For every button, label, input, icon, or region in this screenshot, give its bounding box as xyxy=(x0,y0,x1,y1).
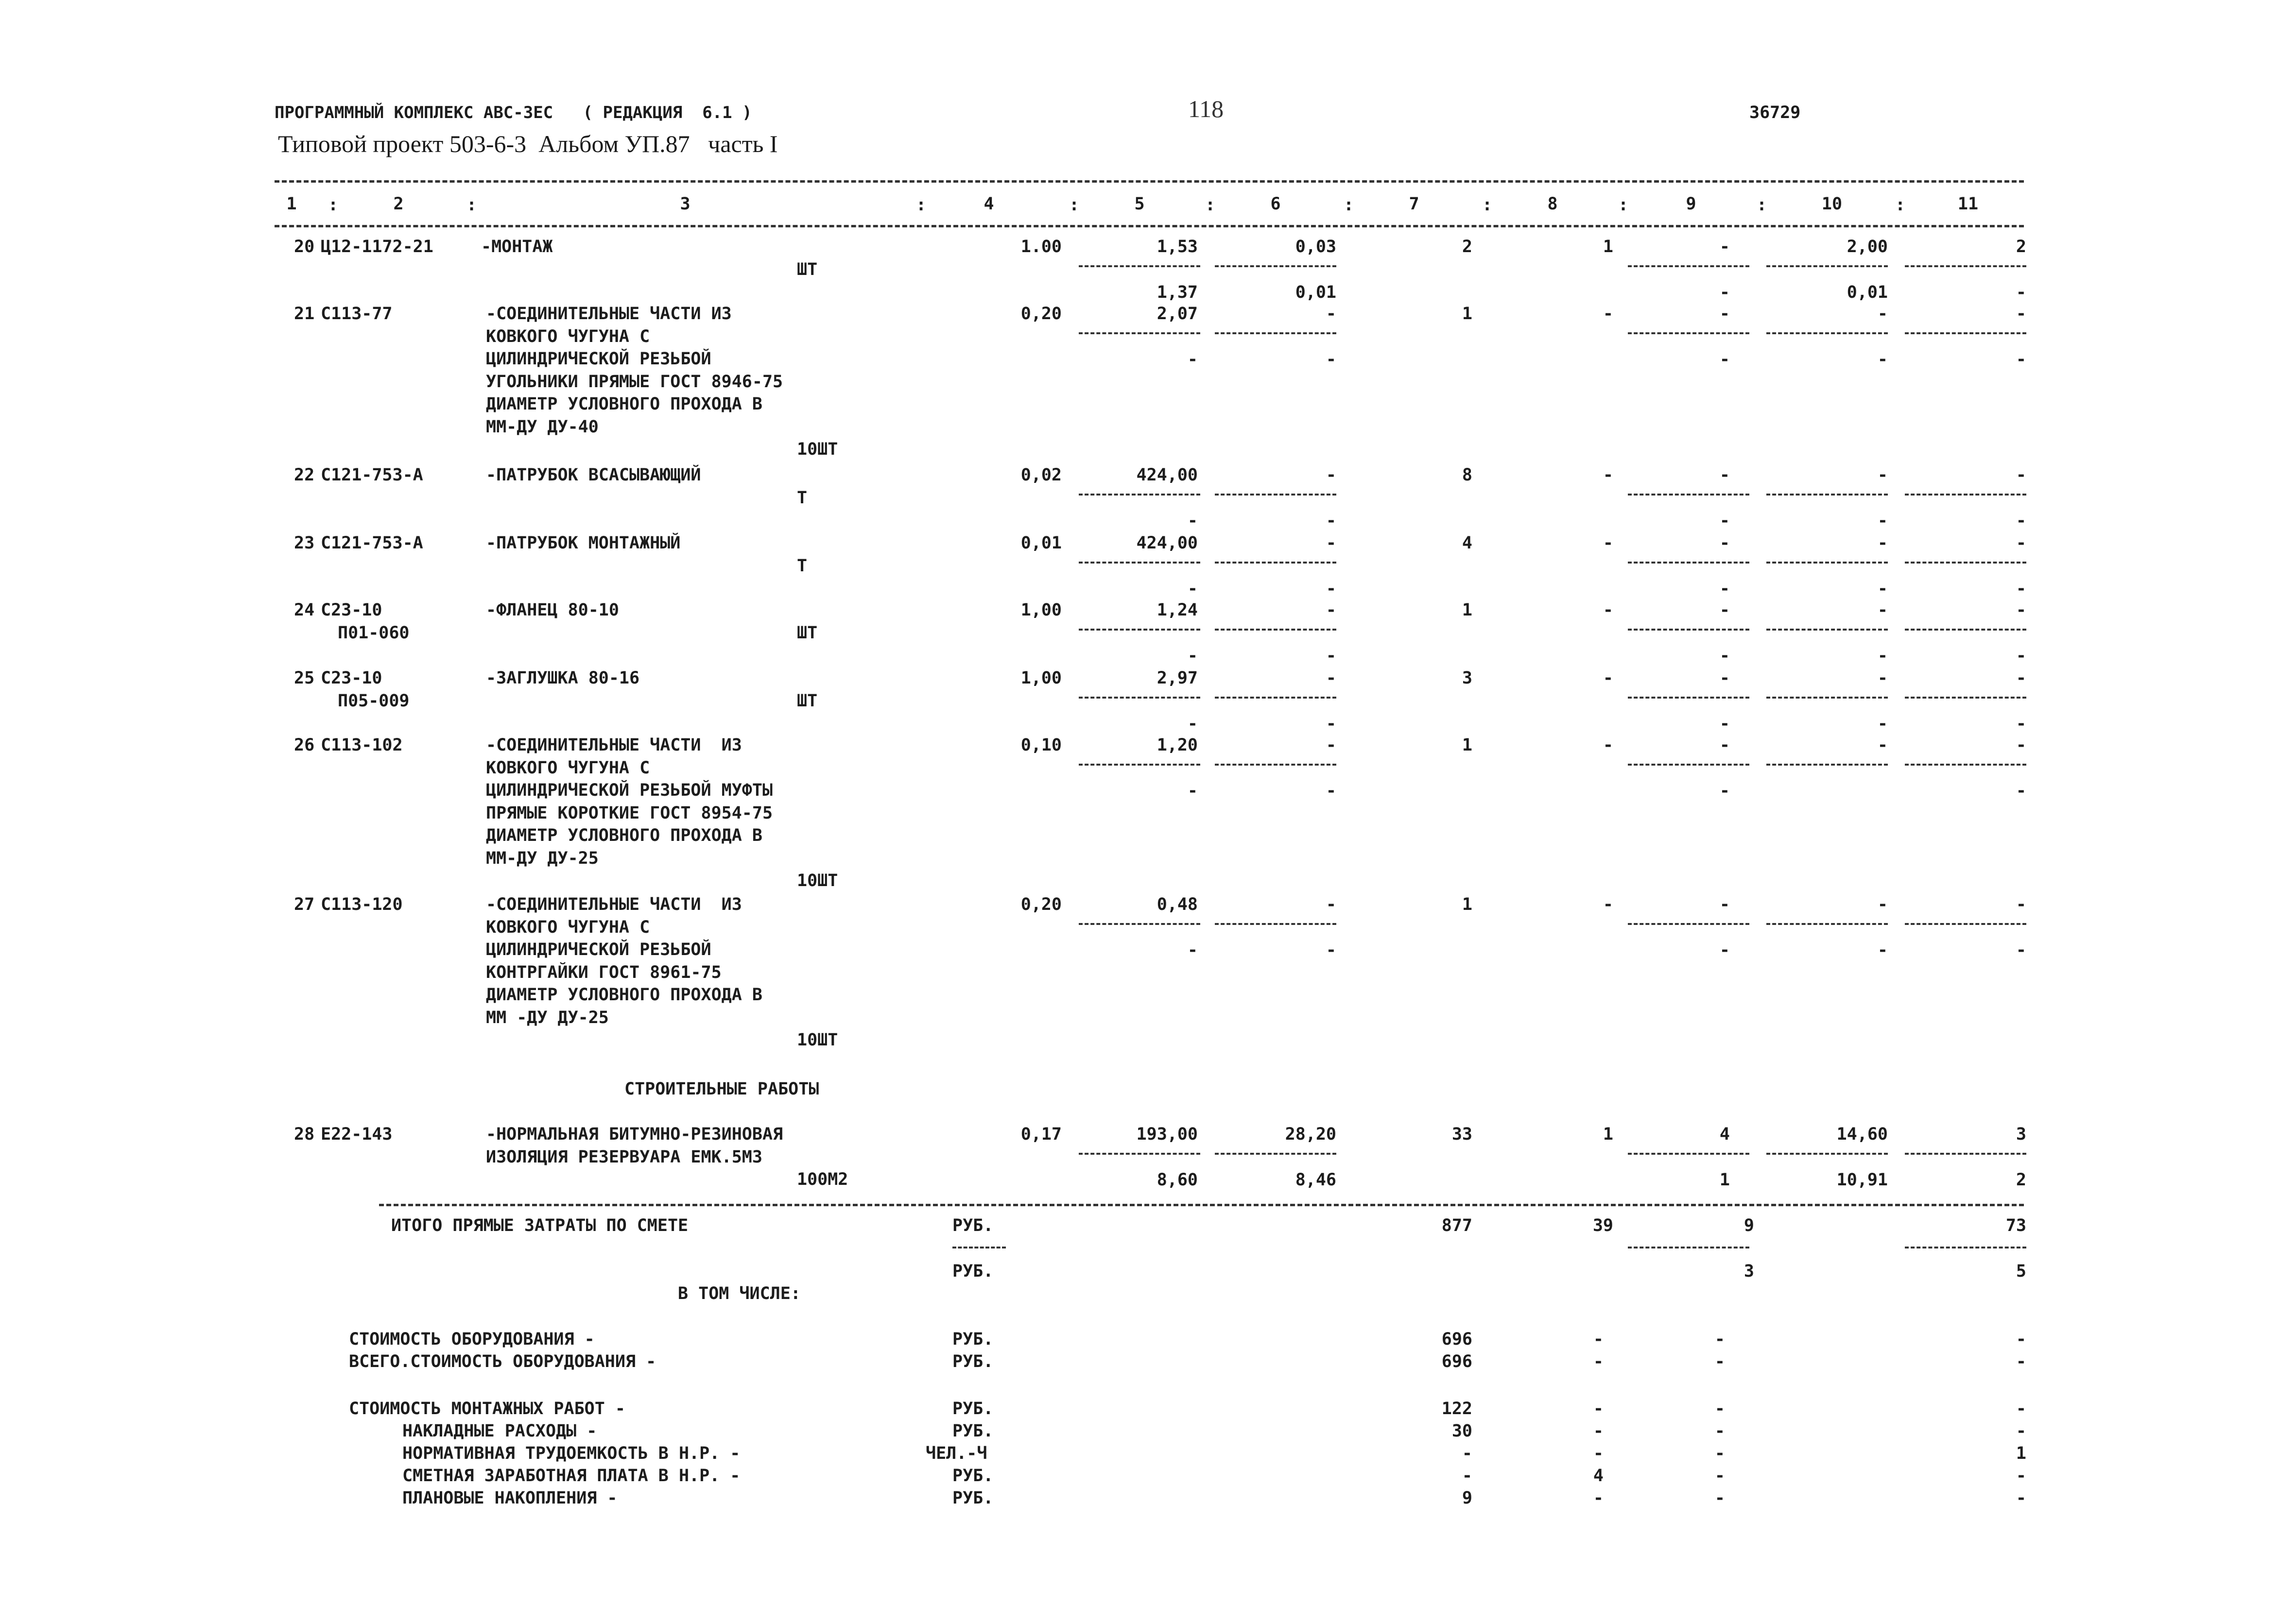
item-25-c5b: - xyxy=(1187,714,1198,734)
item-27-description-line: КОВКОГО ЧУГУНА С xyxy=(486,917,650,937)
item-20-code: Ц12-1172-21 xyxy=(321,237,433,256)
cell-separator xyxy=(1215,764,1336,766)
item-21-description-line: УГОЛЬНИКИ ПРЯМЫЕ ГОСТ 8946-75 xyxy=(486,372,783,392)
summary-col9: - xyxy=(1714,1330,1725,1349)
item-28-c11: 3 xyxy=(2016,1125,2026,1144)
item-27-code: С113-120 xyxy=(321,895,403,914)
summary-label: НАКЛАДНЫЕ РАСХОДЫ - xyxy=(402,1421,597,1441)
summary-col11: - xyxy=(2016,1466,2026,1486)
item-22-code: С121-753-А xyxy=(321,465,423,485)
item-25-unit: ШТ xyxy=(797,691,818,711)
summary-col7: 30 xyxy=(1451,1421,1472,1441)
summary-col7: - xyxy=(1462,1466,1472,1486)
item-26-c9b: - xyxy=(1719,781,1730,801)
item-20-c6b: 0,01 xyxy=(1295,283,1336,302)
summary-col8: - xyxy=(1593,1330,1604,1349)
col-header-8: 8 xyxy=(1547,194,1558,214)
item-21-description-line: -СОЕДИНИТЕЛЬНЫЕ ЧАСТИ ИЗ xyxy=(486,304,732,324)
totals-unit: РУБ. xyxy=(952,1216,994,1235)
summary-label: ВСЕГО.СТОИМОСТЬ ОБОРУДОВАНИЯ - xyxy=(349,1352,656,1371)
col-header-7: 7 xyxy=(1409,194,1419,214)
item-23-c5b: - xyxy=(1187,579,1198,598)
page-number: 118 xyxy=(1188,95,1224,122)
item-21-c11b: - xyxy=(2016,350,2026,369)
item-21-c7: 1 xyxy=(1462,304,1472,324)
item-26-description-line: ПРЯМЫЕ КОРОТКИЕ ГОСТ 8954-75 xyxy=(486,803,773,823)
item-24-c10b: - xyxy=(1877,646,1888,666)
summary-col8: - xyxy=(1593,1444,1604,1463)
cell-separator xyxy=(1215,629,1336,631)
item-24-description-line: -ФЛАНЕЦ 80-10 xyxy=(486,600,619,620)
summary-col11: 1 xyxy=(2016,1444,2026,1463)
item-20-c10b: 0,01 xyxy=(1847,283,1888,302)
item-25-c9b: - xyxy=(1719,714,1730,734)
cell-separator xyxy=(1766,562,1888,564)
item-20-c5: 1,53 xyxy=(1157,237,1198,256)
cell-separator xyxy=(1766,629,1888,631)
summary-unit: РУБ. xyxy=(952,1466,994,1486)
item-25-c7: 3 xyxy=(1462,668,1472,688)
estimate-page: ПРОГРАММНЫЙ КОМПЛЕКС АВС-3ЕС ( РЕДАКЦИЯ 6.1 ) 118 36729 Типовой проект 503-6-3 Альбом УП.87 часть I 1 2 3 4 5 6 7 8 9 10 11 : : : : : : : : : : 20 Ц12-1172-21 -МОНТАЖ ШТ 1.00 1,53 0,03 2 1 - 2,00 2 1,37 0,01 - 0,01 - 21 С113-77 -СОЕДИНИТЕЛЬНЫЕ ЧАСТИ ИЗ КОВКОГО ЧУГУНА С ЦИЛИНДРИЧЕСКОЙ РЕЗЬБОЙ УГОЛЬНИКИ ПРЯМЫЕ ГОСТ 8946-75 ДИАМЕТР УСЛОВНОГО ПРОХОДА В ММ-ДУ ДУ-40 10ШТ 0,20 2,07 - 1 - - - - - - - - - 22 С121-753-А -ПАТРУБОК ВСАСЫВАЮЩИЙ Т 0,02 424,00 - 8 - - - - - - - - - 23 С121-753-А -ПАТРУБОК МОНТАЖНЫЙ Т 0,01 424,00 - 4 - - - - - - - - - 24 С23-10 П01-060 -ФЛАНЕЦ 80-10 ШТ 1,00 1,24 - 1 - - - - - - - - - 25 С23-10 П05-009 -ЗАГЛУШКА 80-16 ШТ 1,00 2,97 - 3 - - - - - - - - - 26 С113-102 -СОЕДИНИТЕЛЬНЫЕ ЧАСТИ ИЗ КОВКОГО ЧУГУНА С ЦИЛИНДРИЧЕСКОЙ РЕЗЬБОЙ МУФТЫ ПРЯМЫЕ КОРОТКИЕ ГОСТ 8954-75 ДИАМЕТР УСЛОВНОГО ПРОХОДА В ММ-ДУ ДУ-25 10ШТ 0,10 1,20 - 1 - - - - - - - - 27 С113-120 -СОЕДИНИТЕЛЬНЫЕ ЧАСТИ ИЗ КОВКОГО ЧУГУНА С ЦИЛИНДРИЧЕСКОЙ РЕЗЬБОЙ КОНТРГАЙКИ ГОСТ 8961-75 ДИАМЕТР УСЛОВНОГО ПРОХОДА В ММ -ДУ ДУ-25 10ШТ 0,20 0,48 - 1 - - - - - - - - - СТРОИТЕЛЬНЫЕ РАБОТЫ 28 Е22-143 -НОРМАЛЬНАЯ БИТУМНО-РЕЗИНОВАЯ ИЗОЛЯЦИЯ РЕЗЕРВУАРА ЕМК.5М3 100М2 0,17 193,00 28,20 33 1 4 14,60 3 8,60 8,46 1 10,91 2 ИТОГО ПРЯМЫЕ ЗАТРАТЫ ПО СМЕТЕ РУБ. 877 39 9 73 РУБ. 3 5 В ТОМ ЧИСЛЕ: СТОИМОСТЬ ОБОРУДОВАНИЯ - РУБ. 696 - - - ВСЕГО.СТОИМОСТЬ ОБОРУДОВАНИЯ - РУБ. 696 - - - СТОИМОСТЬ МОНТАЖНЫХ РАБОТ - РУБ. 122 - - - НАКЛАДНЫЕ РАСХОДЫ - РУБ. 30 - - - НОРМАТИВНАЯ ТРУДОЕМКОСТЬ В Н.Р. - ЧЕЛ.-Ч - - - 1 СМЕТНАЯ ЗАРАБОТНАЯ ПЛАТА В Н.Р. - РУБ. - 4 - - ПЛАНОВЫЕ НАКОПЛЕНИЯ - РУБ. 9 - - - xyxy=(0,0,2296,1607)
summary-label: СМЕТНАЯ ЗАРАБОТНАЯ ПЛАТА В Н.Р. - xyxy=(402,1466,741,1486)
item-20-c7: 2 xyxy=(1462,237,1472,256)
item-26-c5: 1,20 xyxy=(1157,735,1198,755)
item-27-c11b: - xyxy=(2016,940,2026,960)
item-23-c6: - xyxy=(1326,533,1336,553)
cell-separator xyxy=(1905,764,2026,766)
item-22-c5b: - xyxy=(1187,511,1198,530)
item-24-c6: - xyxy=(1326,600,1336,620)
summary-col9: - xyxy=(1714,1466,1725,1486)
item-22-c9: - xyxy=(1719,465,1730,485)
totals-label: ИТОГО ПРЯМЫЕ ЗАТРАТЫ ПО СМЕТЕ xyxy=(391,1216,689,1235)
including-heading: В ТОМ ЧИСЛЕ: xyxy=(678,1284,801,1303)
cell-separator xyxy=(1079,923,1200,925)
item-28-description-line: -НОРМАЛЬНАЯ БИТУМНО-РЕЗИНОВАЯ xyxy=(486,1125,783,1144)
item-22-c9b: - xyxy=(1719,511,1730,530)
item-22-c6b: - xyxy=(1326,511,1336,530)
cell-separator xyxy=(1905,1153,2026,1155)
item-26-description-line: ДИАМЕТР УСЛОВНОГО ПРОХОДА В xyxy=(486,826,762,845)
item-27-c8: - xyxy=(1603,895,1613,914)
item-23-c10b: - xyxy=(1877,579,1888,598)
summary-col9: - xyxy=(1714,1444,1725,1463)
item-23-c6b: - xyxy=(1326,579,1336,598)
item-28-c7: 33 xyxy=(1451,1125,1472,1144)
item-22-c7: 8 xyxy=(1462,465,1472,485)
item-26-c11: - xyxy=(2016,735,2026,755)
cell-separator xyxy=(1215,1153,1336,1155)
cell-separator xyxy=(1215,923,1336,925)
summary-col11: - xyxy=(2016,1352,2026,1371)
item-24-code: С23-10 xyxy=(321,600,382,620)
cell-separator xyxy=(1079,629,1200,631)
cell-separator xyxy=(1628,923,1749,925)
item-23-c11b: - xyxy=(2016,579,2026,598)
item-22-number: 22 xyxy=(294,465,315,485)
cell-separator xyxy=(1766,265,1888,267)
item-24-c8: - xyxy=(1603,600,1613,620)
item-26-number: 26 xyxy=(294,735,315,755)
cell-separator xyxy=(1905,629,2026,631)
item-26-c9: - xyxy=(1719,735,1730,755)
item-28-c5b: 8,60 xyxy=(1157,1170,1198,1190)
cell-separator xyxy=(1215,562,1336,564)
summary-label: НОРМАТИВНАЯ ТРУДОЕМКОСТЬ В Н.Р. - xyxy=(402,1444,741,1463)
item-26-c10: - xyxy=(1877,735,1888,755)
col-header-5: 5 xyxy=(1134,194,1145,214)
cell-separator xyxy=(1905,923,2026,925)
item-21-c5b: - xyxy=(1187,350,1198,369)
item-28-c11b: 2 xyxy=(2016,1170,2026,1190)
summary-unit: РУБ. xyxy=(952,1330,994,1349)
item-21-description-line: ЦИЛИНДРИЧЕСКОЙ РЕЗЬБОЙ xyxy=(486,349,711,369)
item-26-c5b: - xyxy=(1187,781,1198,801)
summary-unit: РУБ. xyxy=(952,1399,994,1419)
item-21-c5: 2,07 xyxy=(1157,304,1198,324)
cell-separator xyxy=(1079,494,1200,496)
col-header-2: 2 xyxy=(393,194,404,214)
item-27-description-line: -СОЕДИНИТЕЛЬНЫЕ ЧАСТИ ИЗ xyxy=(486,895,742,914)
item-21-c8: - xyxy=(1603,304,1613,324)
item-22-c6: - xyxy=(1326,465,1336,485)
col-header-11: 11 xyxy=(1957,194,1979,214)
cell-separator xyxy=(1628,697,1749,699)
item-26-unit: 10ШТ xyxy=(797,871,838,890)
summary-col11: - xyxy=(2016,1330,2026,1349)
item-27-c11: - xyxy=(2016,895,2026,914)
program-line: ПРОГРАММНЫЙ КОМПЛЕКС АВС-3ЕС ( РЕДАКЦИЯ 6.1 ) xyxy=(275,103,752,122)
project-title: Типовой проект 503-6-3 Альбом УП.87 часть I xyxy=(278,130,778,157)
item-22-c10: - xyxy=(1877,465,1888,485)
summary-col7: 122 xyxy=(1441,1399,1472,1419)
summary-col7: - xyxy=(1462,1444,1472,1463)
item-23-c5: 424,00 xyxy=(1136,533,1198,553)
cell-separator xyxy=(1628,332,1749,334)
cell-separator xyxy=(1215,697,1336,699)
summary-col9: - xyxy=(1714,1399,1725,1419)
item-25-description-line: -ЗАГЛУШКА 80-16 xyxy=(486,668,640,688)
item-26-c8: - xyxy=(1603,735,1613,755)
cell-separator xyxy=(1766,764,1888,766)
item-27-c6b: - xyxy=(1326,940,1336,960)
item-24-c10: - xyxy=(1877,600,1888,620)
item-20-unit: ШТ xyxy=(797,259,818,279)
totals-col7: 877 xyxy=(1441,1216,1472,1235)
item-28-number: 28 xyxy=(294,1125,315,1144)
item-23-c7: 4 xyxy=(1462,533,1472,553)
item-27-qty: 0,20 xyxy=(1020,895,1062,914)
item-20-description-line: -МОНТАЖ xyxy=(481,237,553,256)
item-27-c7: 1 xyxy=(1462,895,1472,914)
summary-col11: - xyxy=(2016,1421,2026,1441)
item-26-description-line: ММ-ДУ ДУ-25 xyxy=(486,848,599,868)
cell-separator xyxy=(1628,265,1749,267)
item-25-c8: - xyxy=(1603,668,1613,688)
item-20-number: 20 xyxy=(294,237,315,256)
totals-col9-sub: 3 xyxy=(1744,1262,1754,1281)
cell-separator xyxy=(1628,562,1749,564)
summary-col9: - xyxy=(1714,1352,1725,1371)
item-27-c9b: - xyxy=(1719,940,1730,960)
cell-separator xyxy=(1905,494,2026,496)
item-26-c6: - xyxy=(1326,735,1336,755)
item-21-c9: - xyxy=(1719,304,1730,324)
item-21-unit: 10ШТ xyxy=(797,440,838,459)
col-header-4: 4 xyxy=(984,194,994,214)
item-20-c6: 0,03 xyxy=(1295,237,1336,256)
item-25-c6b: - xyxy=(1326,714,1336,734)
cell-separator xyxy=(1905,332,2026,334)
totals-col11: 73 xyxy=(2005,1216,2026,1235)
cell-separator xyxy=(1079,332,1200,334)
totals-col8: 39 xyxy=(1592,1216,1613,1235)
item-20-c11b: - xyxy=(2016,283,2026,302)
item-27-description-line: ЦИЛИНДРИЧЕСКОЙ РЕЗЬБОЙ xyxy=(486,940,711,959)
item-27-unit: 10ШТ xyxy=(797,1030,838,1050)
item-24-c9: - xyxy=(1719,600,1730,620)
item-21-c6: - xyxy=(1326,304,1336,324)
item-27-c6: - xyxy=(1326,895,1336,914)
item-25-c10: - xyxy=(1877,668,1888,688)
item-25-c5: 2,97 xyxy=(1157,668,1198,688)
item-25-code-2: П05-009 xyxy=(338,691,410,711)
item-21-number: 21 xyxy=(294,304,315,324)
item-28-c6: 28,20 xyxy=(1285,1125,1336,1144)
item-26-qty: 0,10 xyxy=(1020,735,1062,755)
totals-col11-sub: 5 xyxy=(2016,1262,2026,1281)
item-23-c8: - xyxy=(1603,533,1613,553)
item-22-c11b: - xyxy=(2016,511,2026,530)
cell-separator xyxy=(1628,764,1749,766)
cell-separator xyxy=(1628,494,1749,496)
item-28-c9b: 1 xyxy=(1719,1170,1730,1190)
header-rule-bottom xyxy=(275,225,2024,227)
totals-unit-2: РУБ. xyxy=(952,1262,994,1281)
item-26-description-line: -СОЕДИНИТЕЛЬНЫЕ ЧАСТИ ИЗ xyxy=(486,735,742,755)
cell-separator xyxy=(1766,923,1888,925)
col-header-3: 3 xyxy=(680,194,691,214)
summary-unit: ЧЕЛ.-Ч xyxy=(926,1444,987,1463)
item-23-number: 23 xyxy=(294,533,315,553)
summary-unit: РУБ. xyxy=(952,1421,994,1441)
totals-rule xyxy=(379,1204,2024,1206)
item-24-number: 24 xyxy=(294,600,315,620)
item-27-c10: - xyxy=(1877,895,1888,914)
summary-label: ПЛАНОВЫЕ НАКОПЛЕНИЯ - xyxy=(402,1488,618,1508)
header-rule-top xyxy=(275,180,2024,183)
item-28-code: Е22-143 xyxy=(321,1125,393,1144)
cell-separator xyxy=(1215,494,1336,496)
cell-separator xyxy=(1079,265,1200,267)
cell-separator xyxy=(1905,265,2026,267)
summary-label: СТОИМОСТЬ ОБОРУДОВАНИЯ - xyxy=(349,1330,595,1349)
item-25-c6: - xyxy=(1326,668,1336,688)
item-24-c11: - xyxy=(2016,600,2026,620)
item-27-description-line: КОНТРГАЙКИ ГОСТ 8961-75 xyxy=(486,962,722,982)
item-22-c5: 424,00 xyxy=(1136,465,1198,485)
col-header-1: 1 xyxy=(286,194,297,214)
item-25-c11b: - xyxy=(2016,714,2026,734)
item-28-unit: 100М2 xyxy=(797,1170,848,1189)
summary-col8: - xyxy=(1593,1352,1604,1371)
item-22-description-line: -ПАТРУБОК ВСАСЫВАЮЩИЙ xyxy=(486,465,701,485)
cell-separator xyxy=(1215,332,1336,334)
item-28-c8: 1 xyxy=(1603,1125,1613,1144)
item-21-code: С113-77 xyxy=(321,304,393,324)
item-23-c11: - xyxy=(2016,533,2026,553)
item-27-c10b: - xyxy=(1877,940,1888,960)
col-header-10: 10 xyxy=(1821,194,1843,214)
item-22-c10b: - xyxy=(1877,511,1888,530)
item-25-c10b: - xyxy=(1877,714,1888,734)
item-24-code-2: П01-060 xyxy=(338,623,410,643)
item-23-code: С121-753-А xyxy=(321,533,423,553)
item-20-qty: 1.00 xyxy=(1020,237,1062,256)
item-21-description-line: ДИАМЕТР УСЛОВНОГО ПРОХОДА В xyxy=(486,394,762,414)
col-header-6: 6 xyxy=(1270,194,1281,214)
item-28-c10: 14,60 xyxy=(1836,1125,1888,1144)
item-23-description-line: -ПАТРУБОК МОНТАЖНЫЙ xyxy=(486,533,681,553)
item-25-qty: 1,00 xyxy=(1020,668,1062,688)
item-24-c5: 1,24 xyxy=(1157,600,1198,620)
item-24-c5b: - xyxy=(1187,646,1198,666)
item-23-c10: - xyxy=(1877,533,1888,553)
summary-col8: - xyxy=(1593,1421,1604,1441)
summary-col7: 696 xyxy=(1441,1352,1472,1371)
cell-separator xyxy=(1766,332,1888,334)
section-title: СТРОИТЕЛЬНЫЕ РАБОТЫ xyxy=(624,1079,819,1099)
item-28-c5: 193,00 xyxy=(1136,1125,1198,1144)
cell-separator xyxy=(1905,562,2026,564)
item-23-unit: Т xyxy=(797,556,808,576)
summary-col9: - xyxy=(1714,1488,1725,1508)
cell-separator xyxy=(1628,1153,1749,1155)
item-28-c9: 4 xyxy=(1719,1125,1730,1144)
summary-col8: - xyxy=(1593,1399,1604,1419)
cell-separator xyxy=(1766,494,1888,496)
item-24-qty: 1,00 xyxy=(1020,600,1062,620)
cell-separator xyxy=(1079,764,1200,766)
summary-col8: 4 xyxy=(1593,1466,1604,1486)
item-26-description-line: ЦИЛИНДРИЧЕСКОЙ РЕЗЬБОЙ МУФТЫ xyxy=(486,781,773,800)
summary-col9: - xyxy=(1714,1421,1725,1441)
cell-separator xyxy=(1079,562,1200,564)
item-21-description-line: ММ-ДУ ДУ-40 xyxy=(486,417,599,437)
cell-separator xyxy=(1766,697,1888,699)
item-25-number: 25 xyxy=(294,668,315,688)
item-21-c9b: - xyxy=(1719,350,1730,369)
item-27-c5: 0,48 xyxy=(1157,895,1198,914)
item-20-c5b: 1,37 xyxy=(1157,283,1198,302)
item-22-unit: Т xyxy=(797,488,808,508)
item-21-c10b: - xyxy=(1877,350,1888,369)
col-header-9: 9 xyxy=(1686,194,1696,214)
item-28-qty: 0,17 xyxy=(1020,1125,1062,1144)
item-28-c6b: 8,46 xyxy=(1295,1170,1336,1190)
item-24-c11b: - xyxy=(2016,646,2026,666)
item-25-code: С23-10 xyxy=(321,668,382,688)
item-20-c9: - xyxy=(1719,237,1730,256)
summary-col11: - xyxy=(2016,1488,2026,1508)
cell-separator xyxy=(1766,1153,1888,1155)
summary-unit: РУБ. xyxy=(952,1488,994,1508)
cell-separator xyxy=(1215,265,1336,267)
item-26-c6b: - xyxy=(1326,781,1336,801)
item-24-unit: ШТ xyxy=(797,623,818,643)
item-26-c7: 1 xyxy=(1462,735,1472,755)
item-23-c9: - xyxy=(1719,533,1730,553)
summary-col8: - xyxy=(1593,1488,1604,1508)
item-21-c6b: - xyxy=(1326,350,1336,369)
item-20-c8: 1 xyxy=(1603,237,1613,256)
summary-col7: 696 xyxy=(1441,1330,1472,1349)
item-28-description-line: ИЗОЛЯЦИЯ РЕЗЕРВУАРА ЕМК.5М3 xyxy=(486,1147,762,1167)
cell-separator xyxy=(1628,629,1749,631)
item-23-qty: 0,01 xyxy=(1020,533,1062,553)
item-27-c9: - xyxy=(1719,895,1730,914)
item-25-c11: - xyxy=(2016,668,2026,688)
cell-separator xyxy=(1905,697,2026,699)
item-20-c10: 2,00 xyxy=(1847,237,1888,256)
item-21-qty: 0,20 xyxy=(1020,304,1062,324)
document-code: 36729 xyxy=(1749,103,1801,122)
cell-separator xyxy=(1079,697,1200,699)
summary-col7: 9 xyxy=(1462,1488,1472,1508)
item-27-description-line: ММ -ДУ ДУ-25 xyxy=(486,1008,609,1027)
cell-separator xyxy=(1079,1153,1200,1155)
item-20-c11: 2 xyxy=(2016,237,2026,256)
summary-col11: - xyxy=(2016,1399,2026,1419)
item-27-description-line: ДИАМЕТР УСЛОВНОГО ПРОХОДА В xyxy=(486,985,762,1005)
item-24-c6b: - xyxy=(1326,646,1336,666)
summary-unit: РУБ. xyxy=(952,1352,994,1371)
item-24-c7: 1 xyxy=(1462,600,1472,620)
item-27-c5b: - xyxy=(1187,940,1198,960)
item-25-c9: - xyxy=(1719,668,1730,688)
item-21-c10: - xyxy=(1877,304,1888,324)
item-20-c9b: - xyxy=(1719,283,1730,302)
item-23-c9b: - xyxy=(1719,579,1730,598)
item-22-qty: 0,02 xyxy=(1020,465,1062,485)
summary-label: СТОИМОСТЬ МОНТАЖНЫХ РАБОТ - xyxy=(349,1399,625,1419)
totals-col9: 9 xyxy=(1744,1216,1754,1235)
item-22-c11: - xyxy=(2016,465,2026,485)
item-21-c11: - xyxy=(2016,304,2026,324)
item-24-c9b: - xyxy=(1719,646,1730,666)
item-26-code: С113-102 xyxy=(321,735,403,755)
item-22-c8: - xyxy=(1603,465,1613,485)
item-21-description-line: КОВКОГО ЧУГУНА С xyxy=(486,326,650,346)
item-26-c11b: - xyxy=(2016,781,2026,801)
item-27-number: 27 xyxy=(294,895,315,914)
item-26-description-line: КОВКОГО ЧУГУНА С xyxy=(486,758,650,778)
item-28-c10b: 10,91 xyxy=(1836,1170,1888,1190)
